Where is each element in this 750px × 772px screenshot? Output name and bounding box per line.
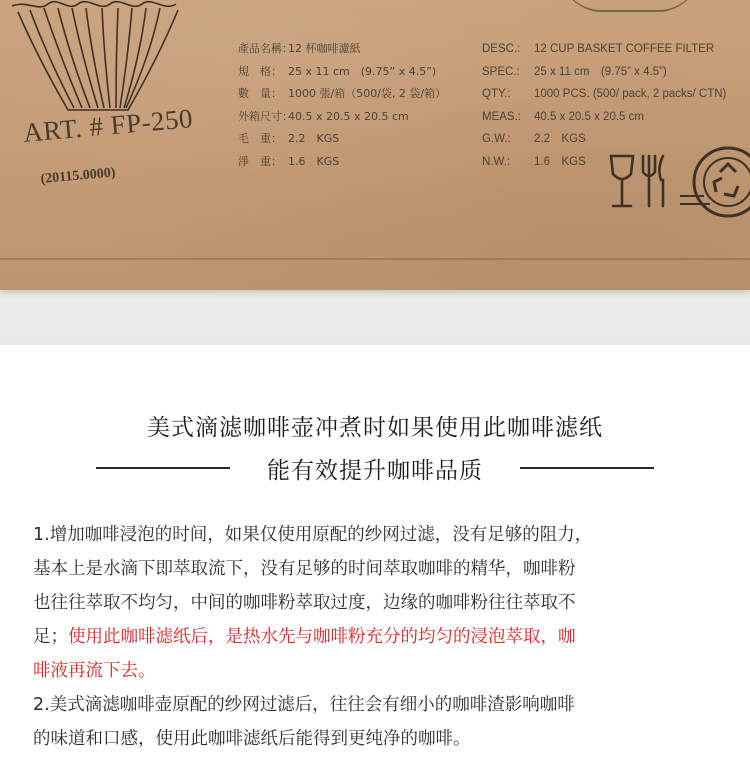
headline-line-1: 美式滴滤咖啡壶冲煮时如果使用此咖啡滤纸	[147, 415, 603, 441]
spec-value: 1.6 KGS	[288, 154, 340, 168]
coffee-filter-illustration	[8, 0, 186, 116]
spec-value: 25 x 11 cm (9.75” x 4.5”)	[288, 64, 437, 78]
highlight-text: 啡液再流下去。	[33, 661, 156, 681]
spec-key: MEAS.:	[482, 110, 521, 123]
spec-value: 2.2 KGS	[534, 133, 586, 145]
spec-value: 12 CUP BASKET COFFEE FILTER	[534, 43, 715, 55]
kraft-box-surface	[0, 0, 750, 290]
highlight-text: 使用此咖啡滤纸后，是热水先与咖啡粉充分的均匀的浸泡萃取，咖	[68, 627, 576, 647]
spec-key: N.W.:	[482, 155, 511, 168]
headline-line-2-row	[0, 452, 750, 486]
spec-key: DESC.:	[482, 43, 521, 55]
description	[33, 518, 723, 756]
spec-key: 毛 重：	[238, 132, 282, 145]
spec-key: G.W.:	[482, 133, 511, 145]
headline-line-2: 能有效提升咖啡品质	[267, 458, 483, 484]
spec-key: 產品名稱：	[238, 42, 293, 55]
spec-value: 25 x 11 cm (9.75” x 4.5”)	[534, 65, 667, 78]
spec-row	[482, 61, 742, 84]
article-number: ART. # FP-250	[22, 103, 195, 148]
spec-row	[482, 83, 742, 106]
spec-key: 淨 重：	[238, 154, 282, 168]
body-line: 的味道和口感，使用此咖啡滤纸后能得到更纯净的咖啡。	[33, 729, 471, 749]
divider-right	[520, 467, 654, 469]
spec-value: 40.5 x 20.5 x 20.5 cm	[534, 110, 644, 123]
product-photo	[0, 0, 750, 345]
spec-row	[238, 128, 468, 151]
spec-row	[238, 151, 468, 174]
spec-value: 1.6 KGS	[534, 155, 586, 168]
spec-row	[238, 38, 468, 61]
recycle-icon	[680, 142, 750, 222]
body-line-mixed	[33, 620, 723, 654]
spec-row	[238, 83, 468, 106]
spec-key: SPEC.:	[482, 65, 520, 78]
specs-chinese	[238, 38, 468, 173]
spec-row	[238, 106, 468, 129]
body-line: 基本上是水滴下即萃取流下，没有足够的时间萃取咖啡的精华，咖啡粉	[33, 559, 576, 579]
article-code: (20115.0000)	[40, 165, 117, 187]
spec-key: 規 格：	[238, 64, 282, 78]
spec-key: 數 量：	[238, 87, 282, 100]
box-edge	[0, 258, 750, 260]
body-text-black: 足；	[33, 627, 68, 647]
spec-value: 2.2 KGS	[288, 132, 340, 145]
spec-key: 外箱尺寸：	[238, 109, 293, 123]
spec-key: QTY.:	[482, 88, 511, 100]
spec-value: 1000 PCS. (500/ pack, 2 packs/ CTN)	[534, 88, 727, 100]
body-line: 2.美式滴滤咖啡壶原配的纱网过滤后，往往会有细小的咖啡渣影响咖啡	[33, 695, 575, 715]
body-line: 也往往萃取不均匀，中间的咖啡粉萃取过度，边缘的咖啡粉往往萃取不	[33, 593, 576, 613]
spec-row	[482, 106, 742, 129]
spec-value: 40.5 x 20.5 x 20.5 cm	[288, 109, 409, 123]
spec-value: 1000 張/箱（500/袋, 2 袋/箱）	[288, 87, 447, 100]
spec-row	[238, 61, 468, 84]
body-line: 1.增加咖啡浸泡的时间，如果仅使用原配的纱网过滤，没有足够的阻力，	[33, 525, 593, 545]
food-safe-glass-fork-icon	[607, 152, 669, 212]
spec-value: 12 杯咖啡濾紙	[288, 42, 361, 55]
spec-row	[482, 38, 742, 61]
box-circle-outline	[560, 0, 700, 12]
